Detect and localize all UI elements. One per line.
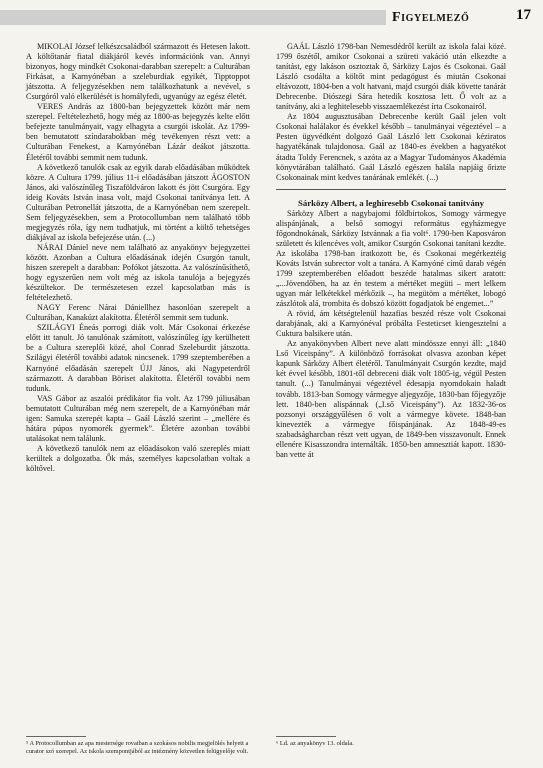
paragraph: GAÁL László 1798-ban Nemesdédről került az iskola falai közé. 1799 őszétől, amikor Csokonai a szüreti vakáció után elkezdte a tanítást, egy lakáson osztoztak ő, Sárközy Lajos és Csokonai. Gaál László csodálta a költőt mint pedagógust és miután Csokonai eltávozott, 1804-ben a volt hatvani, majd csurgói diák követte tanárát Debrecenbe. Diószegi Sára hetedik kosztosa lett. Ő volt az a tanítvány, aki a leghitelesebb visszaemlékezést írta Csokonairól. [276,42,506,112]
left-column [26,42,250,474]
section-divider [276,189,506,190]
footnote-right: ⁶ Ld. az anyakönyv 13. oldala. [276,740,354,747]
page-number: 17 [516,7,531,23]
paragraph: Sárközy Albert a nagybajomi földbirtokos, Somogy vármegye alispánjának, a belső somogyi református egyházmegye főgondnokának, Sárközy Istvánnak a fia volt⁶. 1790-ben Kaposváron született és kilencéves volt, amikor Csurgón Csokonai tanítani kezdte. Az iskolába 1798-ban iratkozott be, és Csokonai megérkeztéig Kováts István subrector volt a tanára. A Karnyóné című darab végén 1799 szeptemberében előadott beszéde hatalmas sikert aratott: „...Jövendőben, ha az én testem a mértéket megüti – mert lelkem ugyan már lelkétekkel mérkőzik –, ha megütöm a mértéket, lobogó zászlótok alá, trombita és dobszó között fogadjatok bé engemet...” [276,208,506,309]
running-title: Figyelmező [386,9,475,26]
paragraph: Az 1804 augusztusában Debrecenbe került Gaál jelen volt Csokonai halálakor és évekkel később – tanulmányai végeztével – a Pesten ügyvédként dolgozó Gaál László lett Csokonai kéziratos hagyatékának tulajdonosa. Gaál az 1840-es években a hagyatékot átadta Toldy Ferencnek, s azóta az a Magyar Tudományos Akadémia könyvtárában található. Gaál László egészen halála napjáig őrizte Csokonainak mint kedves tanárának emlékét. (...) [276,112,506,182]
page-header [0,0,543,32]
header-bar [0,10,417,25]
footnote-left: ⁵ A Protocollumban az apa mestersége rovatban a szokásos nobilis megjelölés helyett a curator szó szerepel. Az iskola szempontjából az intézmény közvetlen felügyelője volt. [26,740,249,755]
paragraph: MIKOLAI József lelkészcsaládból származott és Hetesen lakott. A költőtanár fiatal diákjáról kevés információnk van. Annyi bizonyos, hogy mindkét Csokonai-darabban szerepelt: a Culturában Firkásat, a Karnyónéban a szeleburdiak egyikét, Tipptoppot játszotta. A feljegyzésekben nem találkozhatunk a nevével, s Csurgóról való elkerülését is homályfedi, ugyanúgy az egész életét. [26,42,250,102]
paragraph: VERES András az 1800-ban bejegyzettek között már nem szerepel. Feltételezhető, hogy még az 1800-as bejegyzés kelte előtt befejezte tanulmányait, vagy elhagyta a csurgói iskolát. Az 1799-ben bemutatott színdarabokban még tevékenyen részt vett: a Culturában Fenekest, a Karnyónéban Lázár deákot játszotta. Életéről további semmit nem tudunk. [26,102,250,162]
paragraph: SZILÁGYI Éneás porrogi diák volt. Már Csokonai érkezése előtt itt tanult. Jó tanulónak számított, valószínűleg így kerülhetett be a Cultura szereplői közé, ahol Conrad Szeleburdit játszotta. Szilágyi életéről további adatok nincsenek. 1799 szeptemberében a Karnyóné előadásán szerepelt ÚJJ János, aki Nagypeterdről származott. A darabban Böriset alakította. Életéről további nem tudunk. [26,323,250,393]
paragraph: NÁRAI Dániel neve nem található az anyakönyv bejegyzettei között. Azonban a Cultura előadásának idején Csurgón tanult, hiszen szerepelt a darabban: Pofókot játszotta. Az valószínűsíthető, hogy egyszerűen nem volt még az iskola tanulója a bejegyzés készültekor. De természetesen ezzel kapcsolatban más is feltételezhető. [26,242,250,303]
paragraph: NAGY Ferenc Nárai Dániellhez hasonlóan szerepelt a Culturában, Kanakúzt alakította. Életéről semmit sem tudunk. [26,303,250,323]
paragraph: A következő tanulók csak az egyik darab előadásában működtek közre. A Cultura 1799. július 11-i előadásában játszott ÁGOSTON János, aki valószínűleg Tiszaföldváron lakott és jött Csurgóra. Egy ideig Kováts István inasa volt, majd Csokonai tanítványa lett. A Culturában Petronellát játszotta, de a Karnyónéban nem szerepelt. Sem feljegyzésekben, sem a Protocollumban nem található több megjegyzés róla, így nem tudhatjuk, mi történt a költő tehetséges diákjával az iskola befejezése után. (...) [26,162,250,242]
footnote-rule [276,736,336,737]
paragraph: Az anyakönyvben Albert neve alatt mindössze ennyi áll: „1840 Lső Viceispány”. A különböző forrásokat olvasva azonban képet kapunk Sárközy Albert életéről. Tanulmányait Csurgón kezdte, majd két évvel később, 1801-től debreceni diák volt 1805-ig, végül Pesten tanult. (...) Tanulmányai végeztével édesapja nyomdokain haladt tovább. 1813-ban Somogy vármegye aljegyzője, 1830-ban főjegyzője lett. 1840-ben alispánnak („I.ső Viceispány”). Az 1832-36-os pozsonyi országgyűlésen ő volt a vármegye követe. 1848-ban kinevezték a vármegye főispánjának. Az 1848-49-es szabadságharcban részt vett ugyan, de 1849-ben visszavonult. Ennek ellenére Kisasszondra internálták. 1850-ben amnesztiát kapott. 1830-ban vette át [276,339,506,459]
right-column [276,42,506,460]
paragraph: A rövid, ám kétségtelenül hazafias beszéd része volt Csokonai darabjának, aki a Karnyónéval próbálta Festeticset kiengesztelni a Cuktura balsikere után. [276,309,506,339]
footnote-rule [26,736,86,737]
paragraph: VAS Gábor az aszalói prédikátor fia volt. Az 1799 júliusában bemutatott Culturában még nem szerepelt, de a Karnyónéban már igen: Samuka szerepét kapta – Gaál László szerint – „mellére és hátára púpos nyomorék gyermek”. Életére azonban további utalásokat nem találunk. [26,393,250,443]
section-heading: Sárközy Albert, a leghíresebb Csokonai tanítvány [297,197,485,208]
paragraph: A következő tanulók nem az előadásokon való szereplés miatt kerültek a dolgozatba. Ők más, személyes kapcsolatban voltak a költővel. [26,443,250,473]
